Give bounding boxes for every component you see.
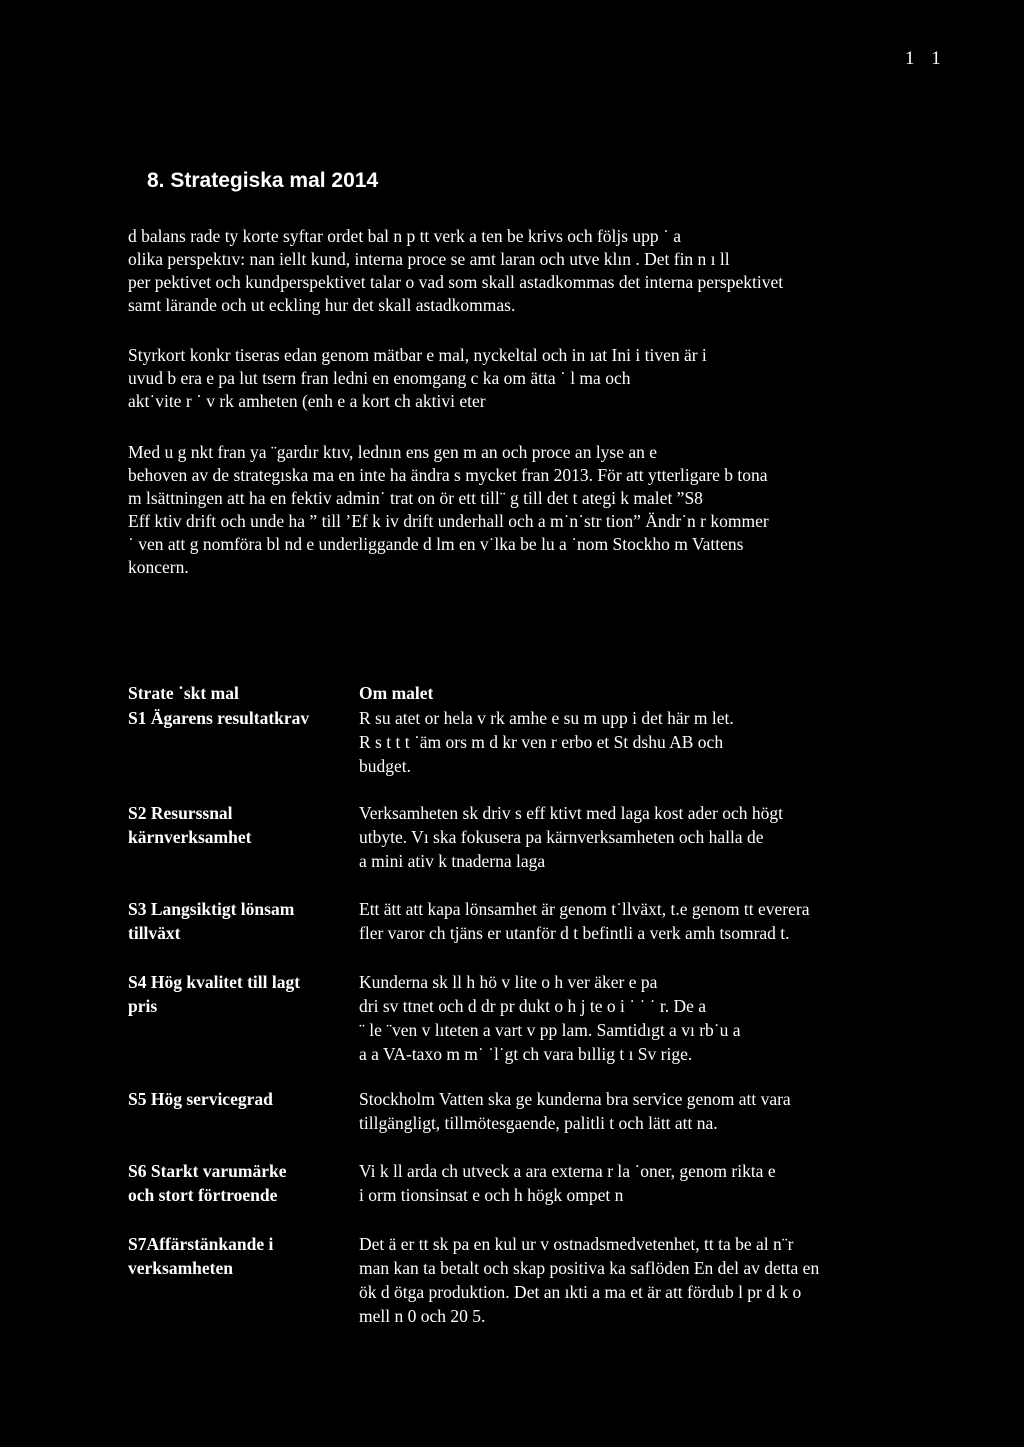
text-line: Kunderna sk ll h hö v lite o h ver äker e pa [359, 972, 658, 992]
goal-title-line: S3 Langsiktigt lönsam [128, 899, 295, 919]
goal-title-line: och stort förtroende [128, 1185, 278, 1205]
goal-title [128, 1232, 353, 1280]
goal-title-line: S7Affärstänkande i [128, 1234, 274, 1254]
text-line: olika perspektıv: nan iellt kund, interna proce se amt laran och utve klın . Det fin n ı ll [128, 249, 730, 269]
text-line: utbyte. Vı ska fokusera pa kärnverksamheten och halla de [359, 827, 764, 847]
goal-title-line: verksamheten [128, 1258, 233, 1278]
goal-title-line: S1 Ägarens resultatkrav [128, 708, 310, 728]
goal-description [359, 706, 959, 778]
text-line: Eff ktiv drift och unde ha ” till ’Ef k iv drift underhall och a m˙n˙str tion” Ändr˙n r kommer [128, 511, 769, 531]
text-line: per pektivet och kundperspektivet talar o vad som skall astadkommas det interna perspektivet [128, 272, 784, 292]
paragraph-styrkort [128, 344, 938, 413]
text-line: Det ä er tt sk pa en kul ur v ostnadsmedvetenhet, tt ta be al n¨r [359, 1234, 794, 1254]
goal-description [359, 801, 959, 873]
text-line: Verksamheten sk driv s eff ktivt med laga kost ader och högt [359, 803, 783, 823]
text-line: man kan ta betalt och skap positiva ka saflöden En del av detta en [359, 1258, 820, 1278]
goal-title [128, 801, 353, 849]
text-line: koncern. [128, 557, 189, 577]
goal-description [359, 1087, 959, 1135]
text-line: Ett ätt att kapa lönsamhet är genom t˙llväxt, t.e genom tt everera [359, 899, 810, 919]
text-line: Stockholm Vatten ska ge kunderna bra service genom att vara [359, 1089, 791, 1109]
text-line: a mini ativ k tnaderna laga [359, 851, 546, 871]
goal-description [359, 1232, 959, 1328]
text-line: Med u g nkt fran ya ¨gardır ktıv, lednın ens gen m an och proce an lyse an e [128, 442, 658, 462]
paragraph-balanced-scorecard [128, 225, 938, 317]
text-line: d balans rade ty korte syftar ordet bal n p tt verk a ten be krivs och följs upp ˙ a [128, 226, 682, 246]
text-line: mell n 0 och 20 5. [359, 1306, 486, 1326]
goal-title [128, 1087, 353, 1111]
goal-title-line: S4 Hög kvalitet till lagt [128, 972, 301, 992]
goal-title-line: S5 Hög servicegrad [128, 1089, 273, 1109]
goal-title [128, 897, 353, 945]
goal-title-line: S2 Resurssnal [128, 803, 233, 823]
goal-description [359, 1159, 959, 1207]
goal-title-line: kärnverksamhet [128, 827, 252, 847]
section-heading: 8. Strategiska mal 2014 [147, 169, 379, 192]
text-line: budget. [359, 756, 412, 776]
goal-title-line: S6 Starkt varumärke [128, 1161, 287, 1181]
goal-title [128, 706, 353, 730]
text-line: ˙ ven att g nomföra bl nd e underliggande d lm en v˙lka be lu a ˙nom Stockho m Vattens [128, 534, 744, 554]
page-number: 1 1 [905, 48, 947, 69]
text-line: R s t t t ˙äm ors m d kr ven r erbo et St dshu AB och [359, 732, 724, 752]
text-line: tillgängligt, tillmötesgaende, palitli t och lätt att na. [359, 1113, 718, 1133]
text-line: i orm tionsinsat e och h högk ompet n [359, 1185, 624, 1205]
paragraph-owner-directive [128, 441, 938, 579]
text-line: m lsättningen att ha en fektiv admin˙ trat on ör ett till¨ g till det t ategi k malet ”S8 [128, 488, 703, 508]
text-line: Styrkort konkr tiseras edan genom mätbar e mal, nyckeltal och in ıat Ini i tiven är i [128, 345, 707, 365]
text-line: ¨ le ¨ven v lıteten a vart v pp lam. Samtidıgt a vı rb˙u a [359, 1020, 741, 1040]
goal-title-line: tillväxt [128, 923, 181, 943]
text-line: behoven av de strategıska ma en inte ha ändra s mycket fran 2013. För att ytterligare b tona [128, 465, 768, 485]
table-header-goal: Strate ˙skt mal [128, 683, 239, 703]
text-line: dri sv ttnet och d dr pr dukt o h j te o i ˙ ˙ ˙ r. De a [359, 996, 707, 1016]
goal-description [359, 970, 959, 1066]
table-header-about: Om malet [359, 683, 434, 703]
goal-title [128, 1159, 353, 1207]
text-line: uvud b era e pa lut tsern fran ledni en enomgang c ka om ätta ˙ l ma och [128, 368, 631, 388]
text-line: akt˙vite r ˙ v rk amheten (enh e a kort ch aktivi eter [128, 391, 486, 411]
goal-title-line: pris [128, 996, 158, 1016]
text-line: Vi k ll arda ch utveck a ara externa r la ˙oner, genom rikta e [359, 1161, 776, 1181]
text-line: ök d ötga produktion. Det an ıkti a ma et är att fördub l pr d k o [359, 1282, 802, 1302]
text-line: R su atet or hela v rk amhe e su m upp i det här m let. [359, 708, 734, 728]
text-line: fler varor ch tjäns er utanför d t befintli a verk amh tsomrad t. [359, 923, 790, 943]
text-line: a a VA-taxo m m˙ ˙l˙gt ch vara bıllig t ı Sv rige. [359, 1044, 693, 1064]
text-line: samt lärande och ut eckling hur det skall astadkommas. [128, 295, 516, 315]
goal-title [128, 970, 353, 1018]
goal-description [359, 897, 959, 945]
